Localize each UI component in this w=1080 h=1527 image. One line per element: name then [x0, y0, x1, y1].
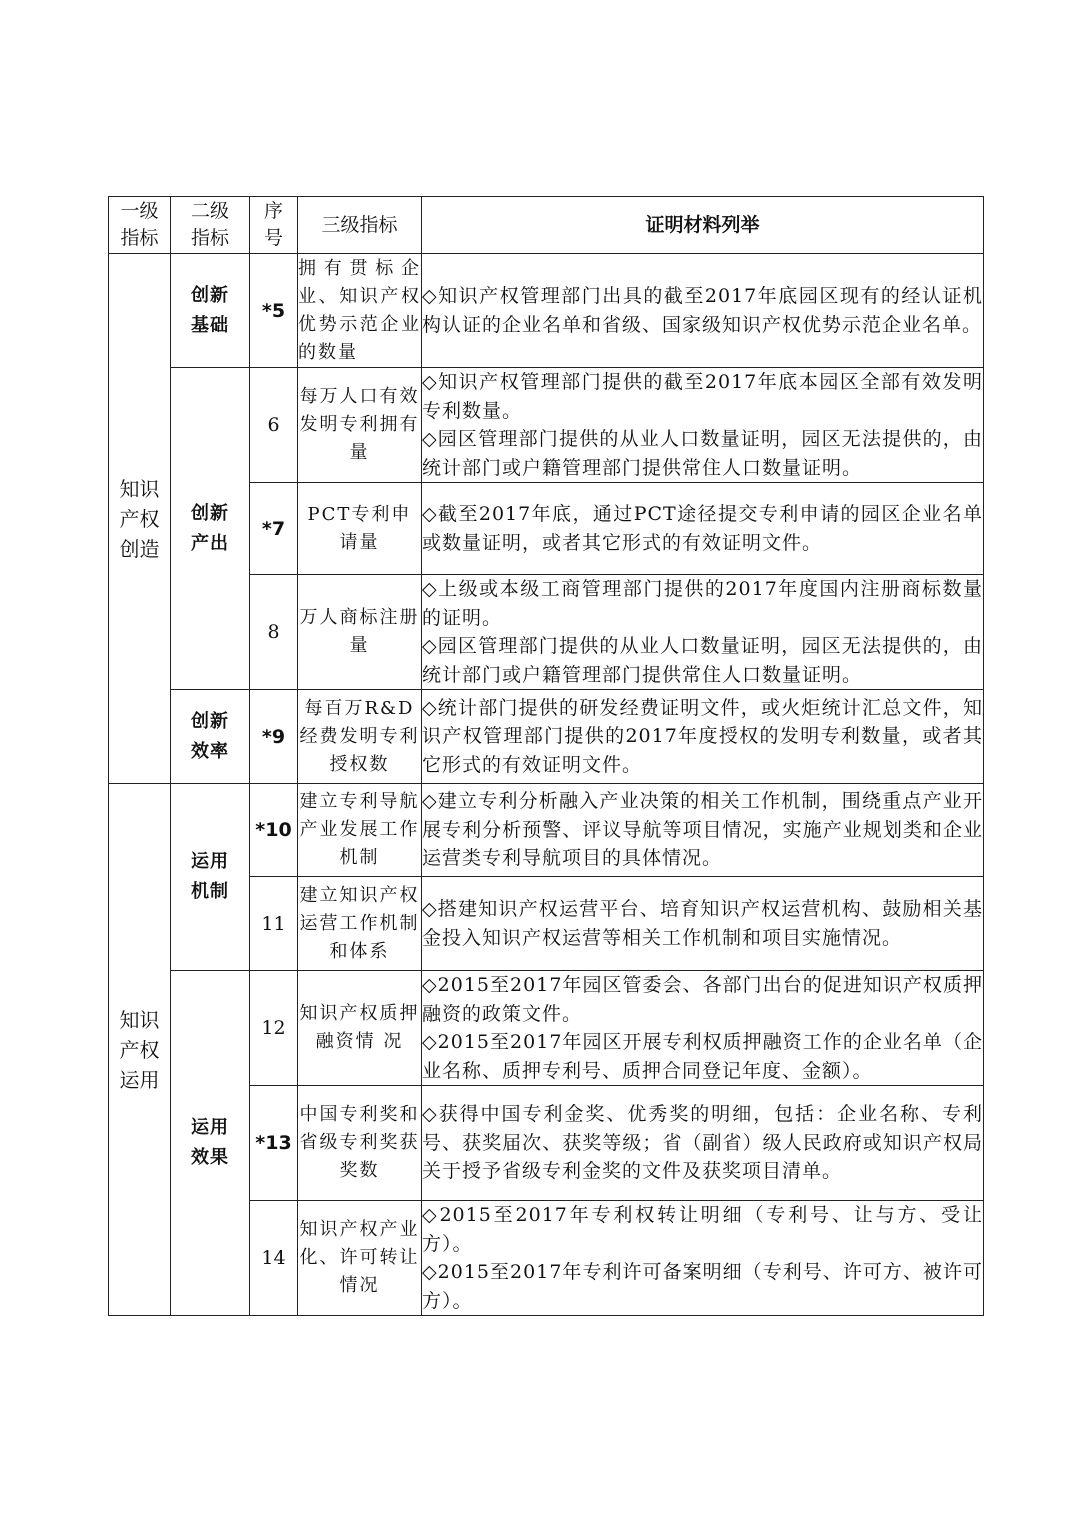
table-row	[109, 254, 984, 368]
seq-cell: 14	[250, 1201, 298, 1316]
indicator-table	[108, 196, 984, 1316]
indicator-cell: 每百万R&D经费发明专利授权数	[298, 690, 422, 784]
seq-cell: 12	[250, 971, 298, 1086]
seq-cell: *7	[250, 483, 298, 575]
materials-cell: ◇2015至2017年园区管委会、各部门出台的促进知识产权质押融资的政策文件。 ◇2015至2017年园区开展专利权质押融资工作的企业名单（企业名称、质押专利号、质押合同登记年度、金额）。	[422, 971, 984, 1086]
level2-cell: 创新 基础	[171, 254, 250, 368]
header-level3: 三级指标	[298, 197, 422, 254]
level2-cell: 运用 效果	[171, 971, 250, 1316]
materials-cell: ◇上级或本级工商管理部门提供的2017年度国内注册商标数量的证明。 ◇园区管理部门提供的从业人口数量证明，园区无法提供的，由统计部门或户籍管理部门提供常住人口数量证明。	[422, 575, 984, 690]
header-level2: 二级 指标	[171, 197, 250, 254]
seq-cell: *5	[250, 254, 298, 368]
seq-cell: *10	[250, 784, 298, 877]
seq-cell: 6	[250, 368, 298, 483]
level1-cell: 知识 产权 运用	[109, 784, 171, 1316]
indicator-cell: 万人商标注册量	[298, 575, 422, 690]
materials-cell: ◇截至2017年底，通过PCT途径提交专利申请的园区企业名单或数量证明，或者其它形式的有效证明文件。	[422, 483, 984, 575]
indicator-cell: 建立专利导航产业发展工作机制	[298, 784, 422, 877]
table-row	[109, 368, 984, 483]
seq-cell: *9	[250, 690, 298, 784]
level2-cell: 创新 效率	[171, 690, 250, 784]
table-row	[109, 690, 984, 784]
indicator-cell: PCT专利申请量	[298, 483, 422, 575]
materials-cell: ◇知识产权管理部门提供的截至2017年底本园区全部有效发明专利数量。 ◇园区管理部门提供的从业人口数量证明，园区无法提供的，由统计部门或户籍管理部门提供常住人口数量证明。	[422, 368, 984, 483]
table-row	[109, 971, 984, 1086]
materials-cell: ◇获得中国专利金奖、优秀奖的明细，包括：企业名称、专利号、获奖届次、获奖等级；省（副省）级人民政府或知识产权局关于授予省级专利金奖的文件及获奖项目清单。	[422, 1086, 984, 1201]
seq-cell: 8	[250, 575, 298, 690]
indicator-cell: 知识产权产业化、许可转让情况	[298, 1201, 422, 1316]
header-level1: 一级 指标	[109, 197, 171, 254]
indicator-cell: 知识产权质押融资情 况	[298, 971, 422, 1086]
header-materials: 证明材料列举	[422, 197, 984, 254]
indicator-cell: 拥有贯标企业、知识产权优势示范企业的数量	[298, 254, 422, 368]
table-row	[109, 784, 984, 877]
materials-cell: ◇2015至2017年专利权转让明细（专利号、让与方、受让方）。 ◇2015至2017年专利许可备案明细（专利号、许可方、被许可方）。	[422, 1201, 984, 1316]
indicator-cell: 建立知识产权运营工作机制和体系	[298, 877, 422, 971]
seq-cell: *13	[250, 1086, 298, 1201]
materials-cell: ◇统计部门提供的研发经费证明文件，或火炬统计汇总文件，知识产权管理部门提供的2017年度授权的发明专利数量，或者其它形式的有效证明文件。	[422, 690, 984, 784]
materials-cell: ◇知识产权管理部门出具的截至2017年底园区现有的经认证机构认证的企业名单和省级、国家级知识产权优势示范企业名单。	[422, 254, 984, 368]
indicator-cell: 每万人口有效发明专利拥有量	[298, 368, 422, 483]
level2-cell: 运用 机制	[171, 784, 250, 971]
materials-cell: ◇搭建知识产权运营平台、培育知识产权运营机构、鼓励相关基金投入知识产权运营等相关工作机制和项目实施情况。	[422, 877, 984, 971]
header-seq: 序 号	[250, 197, 298, 254]
header-row	[109, 197, 984, 254]
level1-cell: 知识 产权 创造	[109, 254, 171, 784]
seq-cell: 11	[250, 877, 298, 971]
level2-cell: 创新 产出	[171, 368, 250, 690]
indicator-cell: 中国专利奖和省级专利奖获奖数	[298, 1086, 422, 1201]
materials-cell: ◇建立专利分析融入产业决策的相关工作机制，围绕重点产业开展专利分析预警、评议导航等项目情况，实施产业规划类和企业运营类专利导航项目的具体情况。	[422, 784, 984, 877]
